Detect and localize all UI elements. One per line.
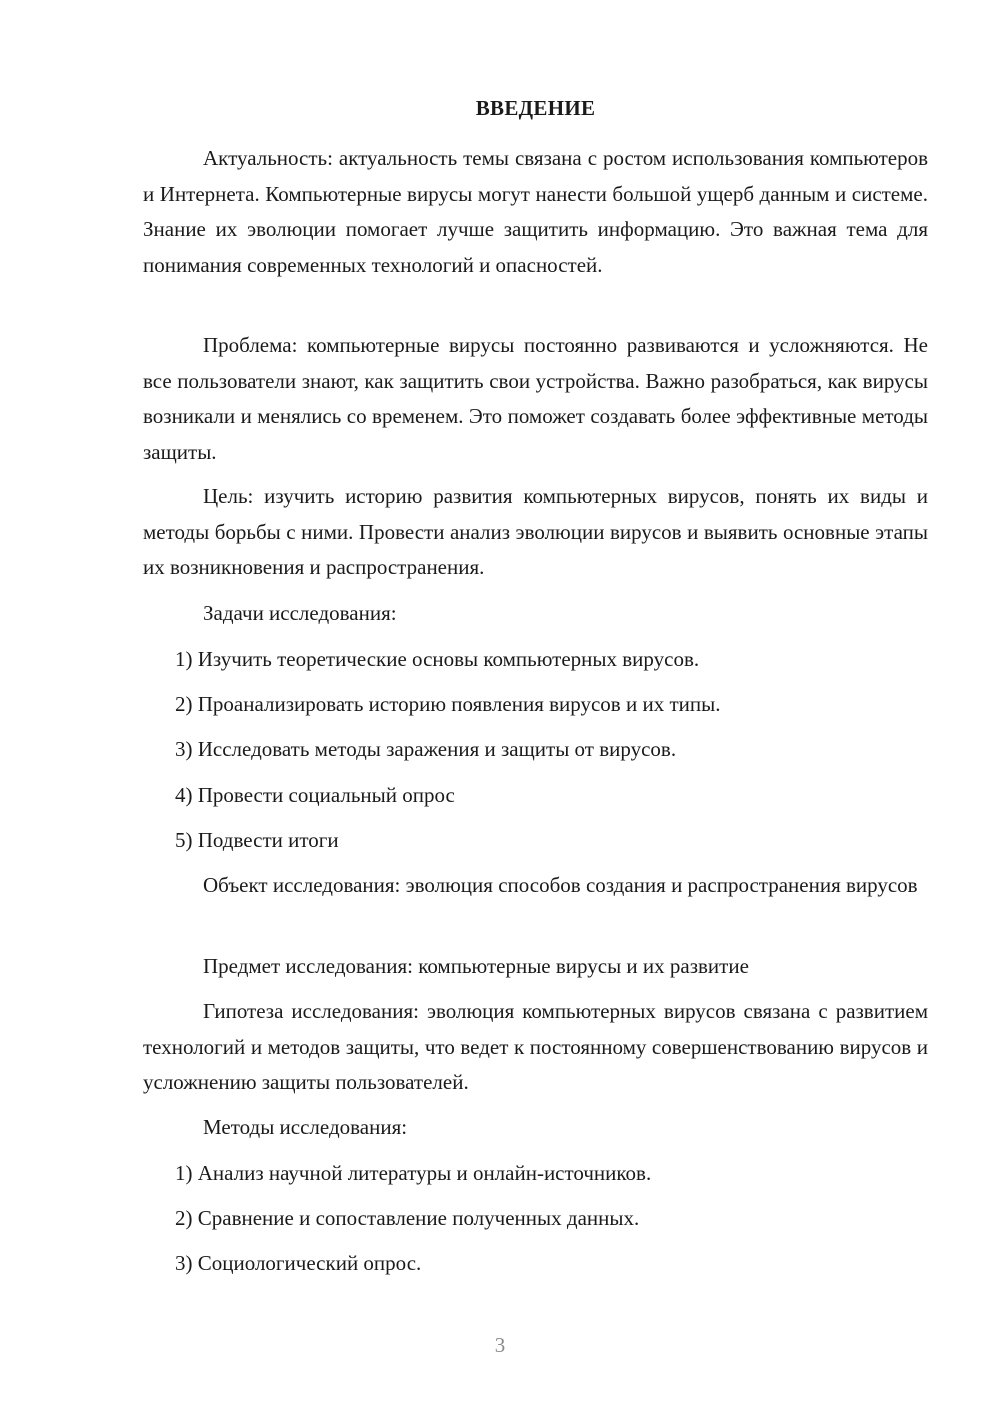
relevance-paragraph: Актуальность: актуальность темы связана с ростом использования компьютеров и Интернета. Компьютерные вирусы могут нанести большой ущерб данным и системе. Знание их эволюции помогает лучше защитить информацию. Это важная тема для понимания современных технологий и опасностей. — [143, 146, 928, 277]
task-item: 4) Провести социальный опрос — [175, 783, 455, 807]
task-item: 3) Исследовать методы заражения и защиты от вирусов. — [175, 737, 677, 761]
method-item: 2) Сравнение и сопоставление полученных данных. — [175, 1206, 640, 1230]
task-item: 1) Изучить теоретические основы компьютерных вирусов. — [175, 647, 700, 671]
methods-title: Методы исследования: — [203, 1115, 408, 1139]
page-number: 3 — [494, 1333, 506, 1357]
subject-line: Предмет исследования: компьютерные вирусы и их развитие — [203, 954, 749, 978]
method-item: 1) Анализ научной литературы и онлайн-источников. — [175, 1161, 652, 1185]
goal-paragraph: Цель: изучить историю развития компьютерных вирусов, понять их виды и методы борьбы с ними. Провести анализ эволюции вирусов и выявить основные этапы их возникновения и распространения. — [143, 484, 928, 580]
task-item: 5) Подвести итоги — [175, 828, 339, 852]
section-heading: ВВЕДЕНИЕ — [475, 96, 596, 120]
tasks-title: Задачи исследования: — [203, 601, 397, 625]
object-paragraph: Объект исследования: эволюция способов создания и распространения вирусов — [203, 873, 918, 897]
task-item: 2) Проанализировать историю появления вирусов и их типы. — [175, 692, 721, 716]
hypothesis-paragraph: Гипотеза исследования: эволюция компьютерных вирусов связана с развитием технологий и методов защиты, что ведет к постоянному совершенствованию вирусов и усложнению защиты пользователей. — [143, 999, 928, 1095]
problem-paragraph: Проблема: компьютерные вирусы постоянно развиваются и усложняются. Не все пользователи знают, как защитить свои устройства. Важно разобраться, как вирусы возникали и менялись со временем. Это поможет создавать более эффективные методы защиты. — [143, 333, 928, 464]
method-item: 3) Социологический опрос. — [175, 1251, 422, 1275]
